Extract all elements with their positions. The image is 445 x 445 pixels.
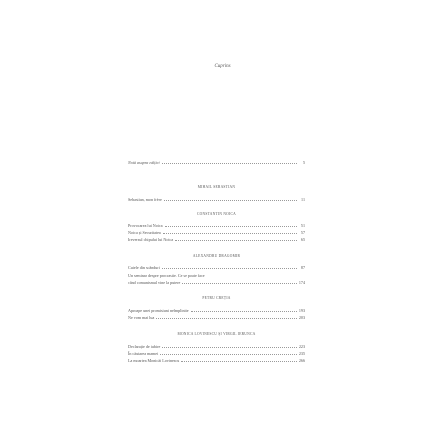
toc-entry-title: Declarație de iubire bbox=[128, 344, 161, 349]
author-heading: PETRU CREȚIA bbox=[202, 296, 231, 300]
dot-leader bbox=[164, 199, 297, 201]
toc-entry bbox=[128, 222, 305, 228]
toc-entry-title: Un seminar despre procrastie. Ce se poate face bbox=[128, 273, 205, 278]
toc-entry-title: când comunismul vine la putere bbox=[128, 280, 181, 285]
author-heading: CONSTANTIN NOICA bbox=[197, 212, 236, 216]
toc-entry-page: 266 bbox=[298, 358, 305, 363]
toc-entry-page: 65 bbox=[300, 237, 305, 242]
toc-entry bbox=[128, 272, 305, 278]
toc-entry-page: 5 bbox=[302, 160, 305, 165]
toc-entry-title: În căutarea mamei bbox=[128, 351, 159, 356]
toc-entry-page: 235 bbox=[298, 351, 305, 356]
toc-entry-page: 174 bbox=[298, 280, 305, 285]
toc-entry bbox=[128, 314, 305, 320]
toc-entry-page: 223 bbox=[298, 344, 305, 349]
dot-leader bbox=[182, 282, 297, 284]
dot-leader bbox=[163, 232, 297, 234]
dot-leader bbox=[181, 360, 297, 362]
toc-entry-page: 51 bbox=[300, 223, 305, 228]
toc-entry-foreword bbox=[128, 159, 305, 165]
toc-entry bbox=[128, 307, 305, 313]
toc-entry bbox=[128, 350, 305, 356]
toc-entry-title: Notă asupra ediției bbox=[128, 160, 160, 165]
dot-leader bbox=[175, 239, 297, 241]
toc-entry-page: 193 bbox=[298, 308, 305, 313]
dot-leader bbox=[165, 225, 297, 227]
toc-entry-page: 203 bbox=[298, 315, 305, 320]
toc-entry bbox=[128, 264, 305, 270]
toc-entry-page: 87 bbox=[300, 265, 305, 270]
dot-leader bbox=[162, 346, 297, 348]
toc-entry-title: Ne vom mai lua bbox=[128, 315, 155, 320]
toc-entry-title: Ireversul chipului lui Noica bbox=[128, 237, 174, 242]
toc-entry bbox=[128, 236, 305, 242]
dot-leader bbox=[162, 162, 297, 164]
dot-leader bbox=[162, 267, 297, 269]
toc-entry-page: 57 bbox=[300, 230, 305, 235]
dot-leader bbox=[160, 353, 297, 355]
toc-entry-title: La moartea Monicăi Lovinescu bbox=[128, 358, 180, 363]
toc-entry bbox=[128, 196, 305, 202]
toc-entry-title: Noica și Securitatea bbox=[128, 230, 161, 235]
toc-entry-title: Sebastian, mon frère bbox=[128, 197, 162, 202]
page-heading: Cuprins bbox=[214, 64, 231, 69]
toc-entry bbox=[128, 229, 305, 235]
toc-entry-title: Provocarea lui Noica bbox=[128, 223, 163, 228]
toc-entry-title: Cuiele din scânduri bbox=[128, 265, 160, 270]
author-heading: ALEXANDRU DRAGOMIR bbox=[192, 254, 241, 258]
author-heading: MONICA LOVINESCU ȘI VIRGIL IERUNCA bbox=[177, 332, 256, 336]
toc-entry bbox=[128, 279, 305, 285]
toc-entry-page: 11 bbox=[301, 197, 305, 202]
toc-entry bbox=[128, 357, 305, 363]
dot-leader bbox=[191, 310, 297, 312]
toc-entry bbox=[128, 343, 305, 349]
dot-leader bbox=[156, 317, 297, 319]
author-heading: MIHAIL SEBASTIAN bbox=[197, 185, 236, 189]
toc-entry-title: Aproape unei promisiuni neîmplinite bbox=[128, 308, 189, 313]
